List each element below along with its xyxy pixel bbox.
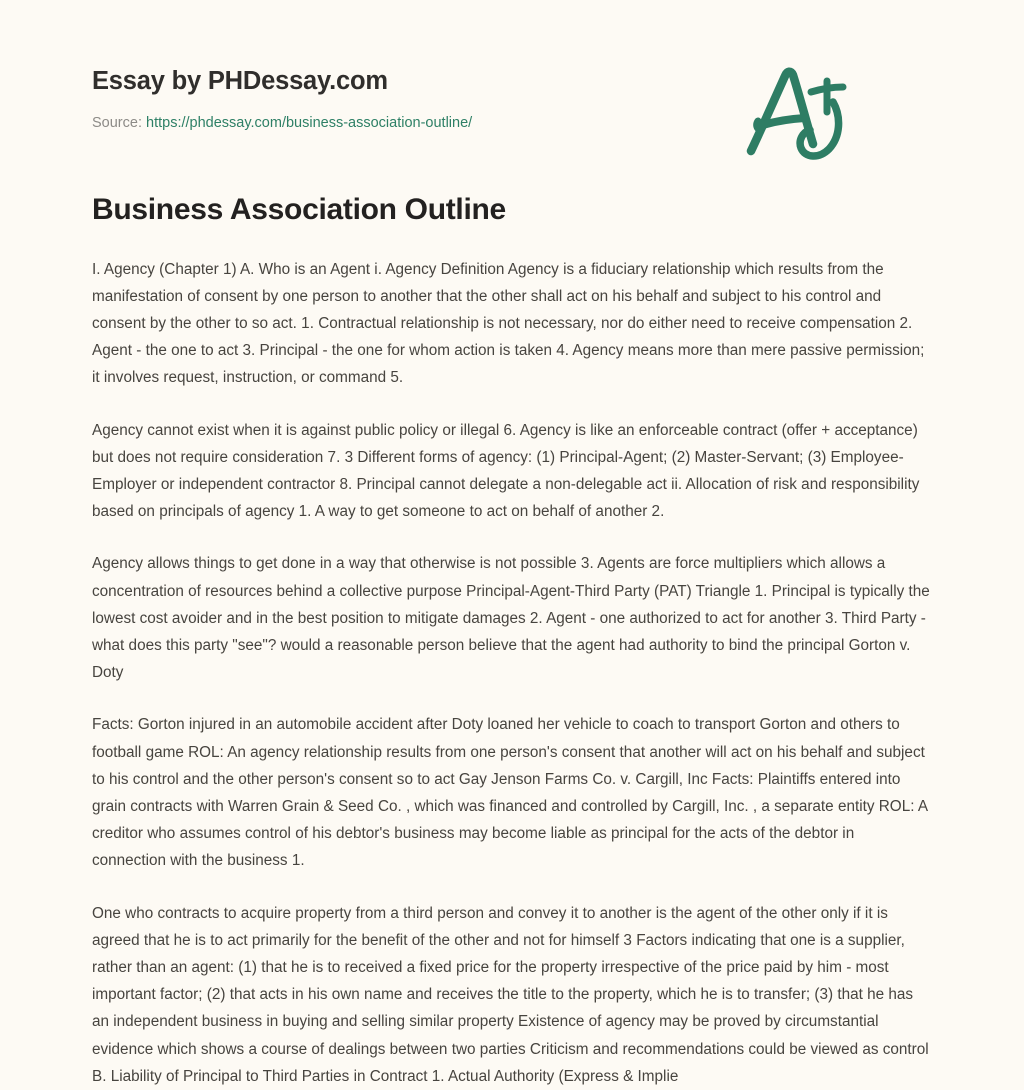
paragraph: Agency cannot exist when it is against public policy or illegal 6. Agency is like an enforceable contract (offer + acceptance) but does not require consideration 7. 3 Different forms of agency: (1) Principal-Agent; (2) Master-Servant; (3) Employee-Employer or independent contractor 8. Principal cannot delegate a non-delegable act ii. Allocation of risk and responsibility based on principals of agency 1. A way to get someone to act on behalf of another 2. bbox=[92, 421, 920, 521]
page-title: Business Association Outline bbox=[92, 193, 506, 226]
paragraph: One who contracts to acquire property from a third person and convey it to another is the agent of the other only if it is agreed that he is to act primarily for the benefit of the other and not for himself 3 Factors indicating that one is a supplier, rather than an agent: (1) that he is to received a fixed price for the property irrespective of the price paid by him - most important factor; (2) that acts in his own name and receives the title to the property, which he is to transfer; (3) that he has an independent business in buying and selling similar property Existence of agency may be proved by circumstantial evidence which shows a course of dealings between two parties Criticism and recommendations could be viewed as control B. Liability of Principal to Third Parties in Contract 1. Actual Authority (Express & Implie bbox=[92, 904, 929, 1085]
paragraph: Agency allows things to get done in a way that otherwise is not possible 3. Agents are force multipliers which allows a concentration of resources behind a collective purpose Principal-Agent-Third Party (PAT) Triangle 1. Principal is typically the lowest cost avoider and in the best position to mitigate damages 2. Agent - one authorized to act for another 3. Third Party - what does this party "see"? would a reasonable person believe that the agent had authority to bind the principal Gorton v. Doty bbox=[92, 555, 930, 682]
paragraph: Facts: Gorton injured in an automobile accident after Doty loaned her vehicle to coach to transport Gorton and others to football game ROL: An agency relationship results from one person's consent that another will act on his behalf and subject to his control and the other person's consent so to act Gay Jenson Farms Co. v. Cargill, Inc Facts: Plaintiffs entered into grain contracts with Warren Grain & Seed Co. , which was financed and controlled by Cargill, Inc. , a separate entity ROL: A creditor who assumes control of his debtor's business may become liable as principal for the acts of the debtor in connection with the business 1. bbox=[92, 716, 928, 870]
brand-title: Essay by PHDessay.com bbox=[92, 67, 388, 95]
source-line bbox=[92, 114, 932, 133]
source-label: Source: bbox=[92, 114, 142, 131]
essay-body bbox=[92, 229, 932, 1090]
paragraph: I. Agency (Chapter 1) A. Who is an Agent i. Agency Definition Agency is a fiduciary relationship which results from the manifestation of consent by one person to another that the other shall act on his behalf and subject to his control and consent by the other to so act. 1. Contractual relationship is not necessary, nor do either need to receive compensation 2. Agent - the one to act 3. Principal - the one for whom action is taken 4. Agency means more than mere passive permission; it involves request, instruction, or command 5. bbox=[92, 260, 925, 387]
page-header bbox=[92, 0, 932, 131]
source-url-link[interactable]: https://phdessay.com/business-association-outline/ bbox=[146, 114, 473, 131]
